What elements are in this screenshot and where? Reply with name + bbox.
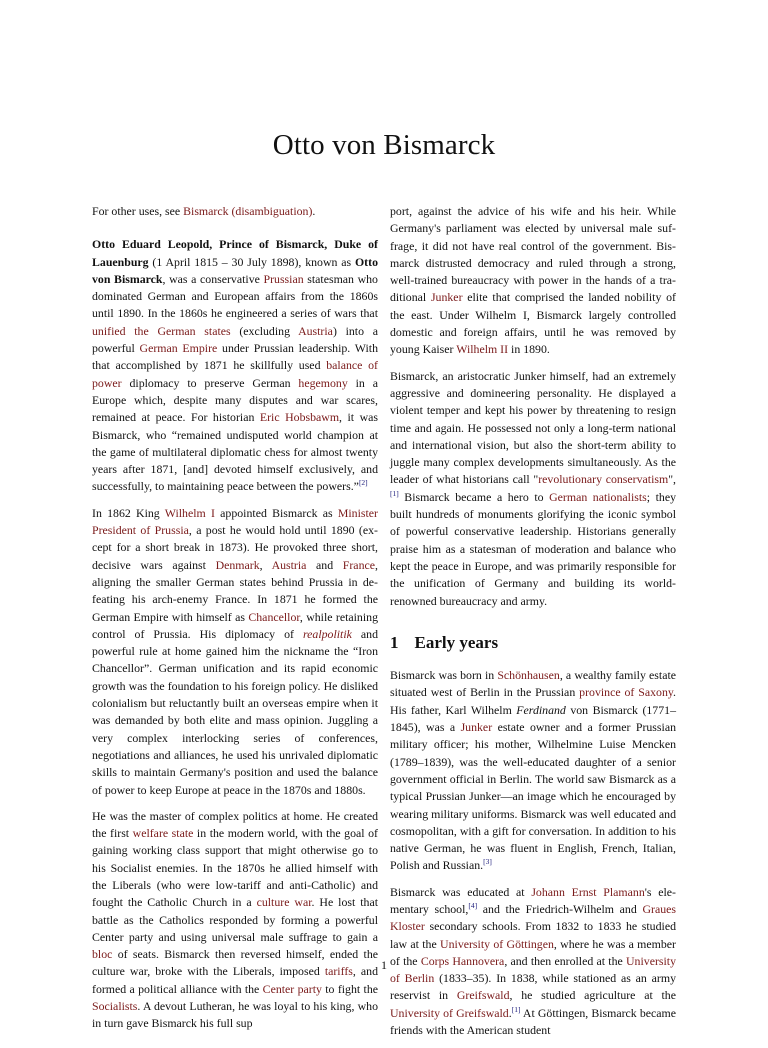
paragraph-continuation [390, 203, 676, 359]
text-span: estate owner and a former Prussian military officer; his mother, Wilhelmine Luise Mencken (1789–1839), was the well-educated daughter of a senior government official in Berlin. The world saw Bismarck as a typical Prussian Junker—an image which he encouraged by wearing military uniforms. Bismarck was well educated and cosmopolitan, with a gift for conversation. In addition to his native German, he was fluent in English, French, Italian, Polish and Russian. [390, 720, 676, 873]
text-span: In 1862 King [92, 505, 165, 520]
text-span: Bismarck became a hero to [398, 489, 550, 504]
link-eric-hobsbawm[interactable]: Eric Hobsbawm [259, 410, 340, 425]
text-span: ", [668, 472, 676, 487]
link-bloc[interactable]: bloc [92, 947, 113, 962]
link-minister-president[interactable]: Minister President of Prussia [92, 505, 378, 538]
text-span: von Bismarck (1771–1845), was a [390, 702, 676, 735]
hatnote-text: . [312, 204, 316, 218]
text-span: ) into a powerful [92, 323, 378, 356]
left-column [92, 203, 378, 1042]
link-german-empire[interactable]: German Empire [139, 341, 218, 356]
text-span: At Göttingen, Bismarck became friends with the American student [390, 1005, 676, 1038]
link-austria[interactable]: Austria [271, 557, 307, 572]
link-junker[interactable]: Junker [460, 720, 493, 735]
text-span: (excluding [230, 323, 299, 338]
text-span: ; they built hundreds of monuments glorifying the iconic symbol of powerful conservative leadership. Historians generally praise him as a statesman of moderation and balance who kept the peace in Europe, and was primarily responsible for the unification of Germany and building its world-renowned bureaucracy and army. [390, 489, 676, 608]
citation-ref[interactable]: [4] [468, 901, 478, 911]
text-span: diplomacy to preserve German [121, 375, 299, 390]
link-austria[interactable]: Austria [298, 323, 333, 338]
text-span: 's elementary school, [390, 884, 676, 916]
text-span: in a Europe which, despite many disputes and war scares, remained at peace. For historian [92, 375, 378, 425]
link-greifswald[interactable]: Greifswald [456, 988, 510, 1003]
section-heading-early-years [390, 634, 676, 651]
text-span: statesman who dominated German and European affairs from the 1860s until 1890. In the 1860s he engineered a series of wars that [92, 271, 378, 321]
page-title: Otto von Bismarck [272, 129, 496, 162]
paragraph-personality [390, 368, 676, 610]
hatnote [92, 203, 378, 220]
text-span: . His father, Karl Wilhelm [390, 685, 676, 717]
text-span: elite that comprised the landed nobility of the east. Under Wilhelm I, Bismarck largely controlled domestic and foreign affairs, until he was removed by young Kaiser [390, 290, 676, 357]
text-span: in 1890. [508, 342, 550, 357]
bold-common-name: Otto von Bismarck [92, 254, 378, 286]
link-welfare-state[interactable]: welfare state [132, 826, 194, 841]
text-span: . He lost that battle as the Catholics responded by forming a powerful Center party and using universal male suffrage to gain a [92, 895, 378, 944]
citation-ref[interactable]: [3] [483, 857, 492, 867]
link-university-of-berlin[interactable]: University of Berlin [390, 953, 677, 986]
citation-ref[interactable]: [1] [390, 488, 399, 498]
link-junker[interactable]: Junker [430, 290, 463, 305]
text-span: secondary schools. From 1832 to 1833 he studied law at the [390, 919, 676, 951]
link-university-of-gottingen[interactable]: University of Göttingen [440, 936, 554, 951]
text-span: . A devout Lutheran, he was loyal to his king, who in turn gave Bismarck his full sup [92, 999, 378, 1031]
link-denmark[interactable]: Denmark [215, 557, 260, 572]
italic-ferdinand: Ferdinand [516, 702, 566, 717]
page-number: 1 [381, 958, 387, 972]
link-chancellor[interactable]: Chancellor [248, 609, 300, 624]
text-span: , was a conservative [162, 271, 264, 286]
text-span: under Prussian leadership. With that accomplished by 1871 he skillfully used [92, 341, 379, 373]
link-schonhausen[interactable]: Schönhausen [497, 668, 560, 683]
link-socialists[interactable]: Socialists [92, 999, 138, 1014]
text-span: port, against the advice of his wife and his heir. While Germany's parliament was elected by universal male suffrage, it did not have real control of the government. Bismarck distrusted democracy and ruled through a strong, well-trained bureaucracy with power in the hands of a traditional [390, 204, 676, 305]
text-span: appointed Bismarck as [214, 505, 338, 520]
link-france[interactable]: France [342, 557, 376, 572]
link-province-of-saxony[interactable]: province of Saxony [579, 685, 674, 700]
link-bismarck-disambiguation[interactable]: Bismarck (disambiguation) [183, 204, 313, 218]
hatnote-text: For other uses, see [92, 204, 184, 218]
text-span: to fight the [321, 981, 378, 996]
intro-paragraph [92, 236, 378, 495]
link-center-party[interactable]: Center party [262, 981, 322, 996]
link-revolutionary-conservatism[interactable]: revolutionary conservatism [538, 472, 669, 487]
link-wilhelm-i[interactable]: Wilhelm I [164, 505, 215, 520]
text-span: He was the master of complex politics at home. He created the first [92, 808, 378, 841]
link-corps-hannovera[interactable]: Corps Hannovera [420, 953, 505, 968]
text-span: , he studied agriculture at the [509, 988, 676, 1003]
text-span: and powerful rule at home gained him the nickname the “Iron Chancellor”. German unification and its rapid economic growth was the foundation to his foreign policy. He disliked colonialism but reluctantly built an overseas empire when it was demanded by both elite and mass opinion. Juggling a very complex interlocking series of conferences, negotiations and alliances, he used his unrivaled diplomatic skills to maintain Germany's position and used the balance of power to keep Europe at peace in the 1870s and 1880s. [92, 626, 378, 797]
link-german-nationalists[interactable]: German nationalists [549, 489, 647, 504]
link-balance-of-power[interactable]: balance of power [92, 358, 378, 390]
link-university-of-greifswald[interactable]: University of Greifswald [390, 1005, 509, 1020]
paragraph-minister-president [92, 505, 378, 799]
text-span: , a post he would hold until 1890 (except for a short break in 1873). He provoked three short, decisive wars against [92, 523, 378, 572]
link-unified-german-states[interactable]: unified the German states [92, 323, 231, 338]
text-span: , and formed a political alliance with the [92, 964, 378, 996]
link-hegemony[interactable]: hegemony [298, 375, 348, 390]
text-span: Bismarck was educated at [390, 884, 532, 899]
link-graues-kloster[interactable]: Graues Kloster [390, 901, 676, 934]
citation-ref[interactable]: [1] [511, 1004, 521, 1014]
text-span: in the modern world, with the goal of gaining working class support that might otherwise go to his Socialist enemies. In the 1870s he allied himself with the Liberals (who were low-tariff and anti-Catholic) and fought the Catholic Church in a [92, 826, 378, 910]
text-span: , while retaining control of Prussia. His diplomacy of [92, 609, 378, 641]
bold-full-name: Otto Eduard Leopold, Prince of Bismarck, Duke of Lauenburg [92, 237, 378, 269]
link-prussian[interactable]: Prussian [263, 271, 304, 286]
text-span: . [508, 1005, 512, 1020]
text-span: Bismarck, an aristocratic Junker himself, had an extremely aggressive and domineering personality. He displayed a violent temper and kept his power by threatening to resign time and again. He possessed not only a long-term national and international vision, but also the short-term ability to juggle many complex developments simultaneously. As the leader of what historians call " [390, 368, 676, 487]
citation-ref[interactable]: [2] [358, 478, 368, 488]
right-column [390, 203, 676, 1048]
link-realpolitik[interactable]: realpolitik [302, 626, 352, 641]
text-span: of seats. Bismarck then reversed himself, ended the culture war, broke with the Liberals, imposed [92, 947, 378, 979]
text-span: , where he was a member of the [390, 936, 676, 968]
link-wilhelm-ii[interactable]: Wilhelm II [456, 342, 509, 357]
link-culture-war[interactable]: culture war [256, 895, 312, 910]
text-span: (1 April 1815 – 30 July 1898), known as [148, 254, 355, 269]
text-span: , a wealthy family estate situated west of Berlin in the Prussian [390, 668, 677, 700]
paragraph-birth [390, 667, 676, 875]
text-span: , it was Bismarck, who “remained undisputed world champion at the game of multilateral diplomatic chess for almost twenty years after 1871, [and] devoted himself exclusively, and successfully, to maintaining peace between the powers.” [92, 410, 378, 494]
text-span: (1833–35). In 1838, while stationed as an army reservist in [390, 971, 676, 1003]
section-title: Early years [414, 632, 499, 652]
link-johann-ernst-plamann[interactable]: Johann Ernst Plamann [531, 884, 645, 899]
text-span: , aligning the smaller German states behind Prussia in defeating his arch-enemy France. In 1871 he formed the German Empire with himself as [92, 557, 378, 624]
section-number: 1 [390, 632, 399, 652]
text-span: and [306, 557, 343, 572]
paragraph-domestic-politics [92, 808, 378, 1033]
text-span: and the Friedrich-Wilhelm and [477, 901, 643, 916]
text-span: , [259, 557, 272, 572]
link-tariffs[interactable]: tariffs [324, 964, 353, 979]
text-span: , and then enrolled at the [504, 953, 626, 968]
text-span: Bismarck was born in [390, 668, 498, 683]
